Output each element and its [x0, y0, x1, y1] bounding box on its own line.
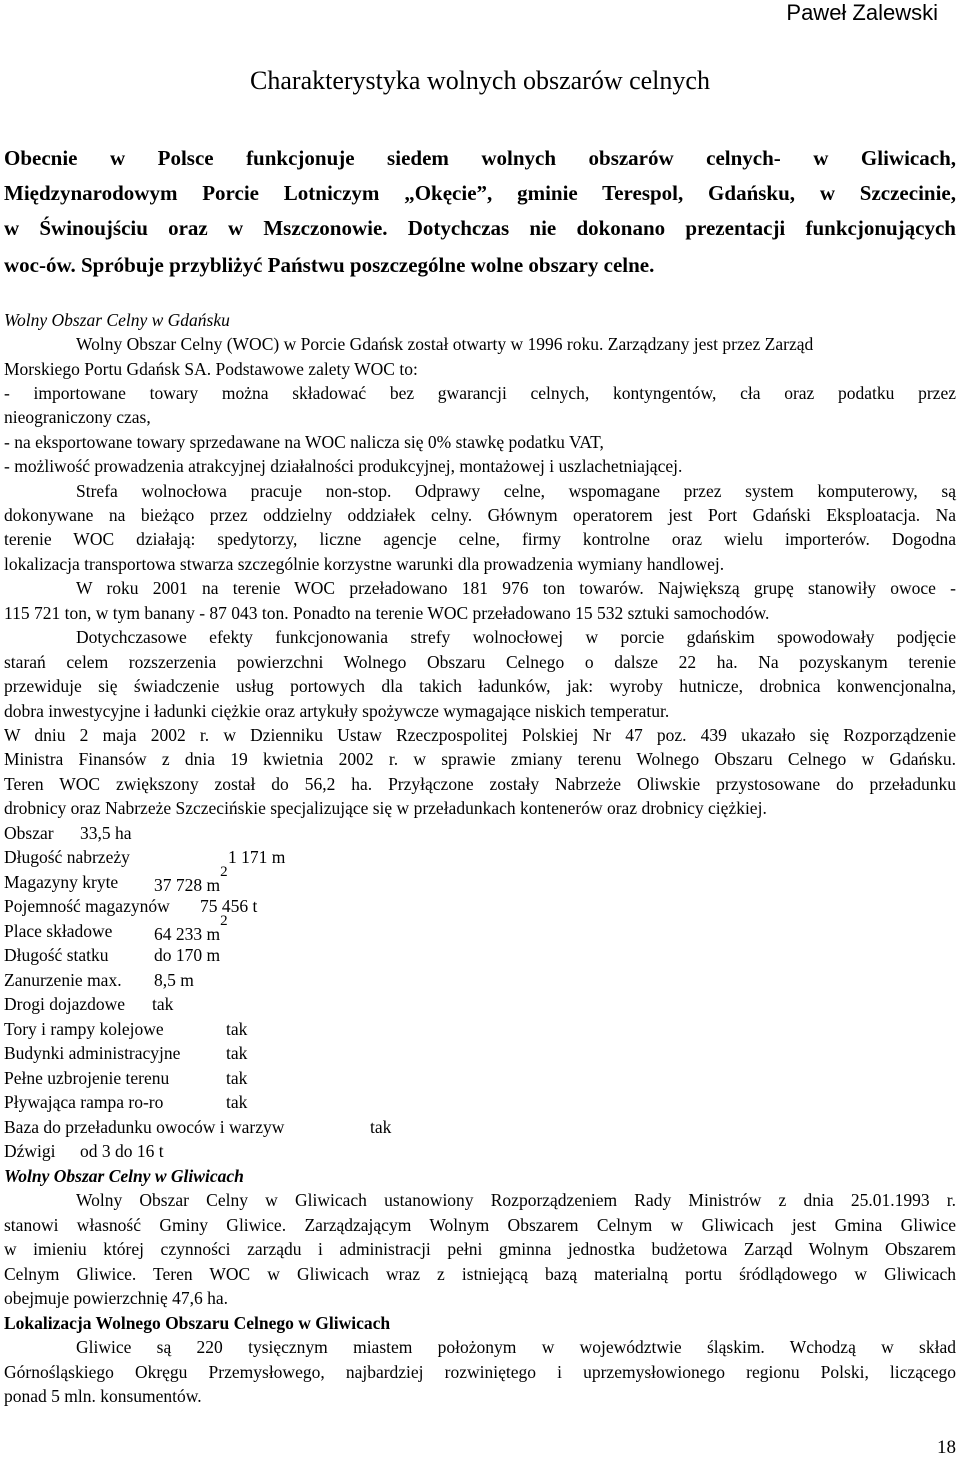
intro-line: Obecnie w Polsce funkcjonuje siedem wolnych obszarów celnych- w Gliwicach, [4, 146, 956, 170]
section-heading: Wolny Obszar Celny w Gdańsku [4, 310, 230, 330]
paragraph-line: - na eksportowane towary sprzedawane na WOC nalicza się 0% stawkę podatku VAT, [4, 432, 604, 452]
spec-value: tak [152, 994, 174, 1014]
spec-value: 1 171 m [228, 847, 286, 867]
spec-value: do 170 m [154, 945, 221, 965]
paragraph-line: Gliwice są 220 tysięcznym miastem położonym w województwie śląskim. Wchodzą w skład [76, 1337, 956, 1357]
superscript-2: 2 [220, 913, 228, 929]
spec-label: Pełne uzbrojenie terenu [4, 1068, 170, 1088]
spec-label: Obszar [4, 823, 54, 843]
paragraph-line: Dotychczasowe efekty funkcjonowania strefy wolnocłowej w porcie gdańskim spowodowały podjęcie [76, 627, 956, 647]
paragraph-line: - importowane towary można składować bez gwarancji celnych, kontyngentów, cła oraz podatku przez [4, 383, 956, 403]
intro-line: w Świnoujściu oraz w Mszczonowie. Dotychczas nie dokonano prezentacji funkcjonujących [4, 216, 956, 240]
paragraph-line: drobnicy oraz Nabrzeże Szczecińskie specjalizujące się w przeładunkach kontenerów oraz drobnicy ciężkiej. [4, 798, 767, 818]
spec-value: 8,5 m [154, 970, 194, 990]
spec-value-with-unit [154, 864, 228, 896]
paragraph-line: Teren WOC zwiększony został do 56,2 ha. Przyłączone zostały Nabrzeże Oliwskie przystosowane do przeładunku [4, 774, 956, 794]
spec-value: 64 233 m [154, 923, 221, 944]
paragraph-line: W dniu 2 maja 2002 r. w Dzienniku Ustaw Rzeczpospolitej Polskiej Nr 47 poz. 439 ukazało się Rozporządzenie [4, 725, 956, 745]
spec-label: Budynki administracyjne [4, 1043, 181, 1063]
spec-label: Tory i rampy kolejowe [4, 1019, 164, 1039]
paragraph-line: przewiduje się świadczenie usług portowych dla takich ładunków, jak: wyroby hutnicze, drobnica konwencjonalna, [4, 676, 956, 696]
spec-label: Długość nabrzeży [4, 847, 130, 867]
paragraph-line: dokonywane na bieżąco przez oddzielny oddziałek celny. Głównym operatorem jest Port Gdański Eksploatacja. Na [4, 505, 956, 525]
spec-value: 37 728 m [154, 874, 221, 895]
spec-label: Place składowe [4, 921, 113, 941]
spec-value: tak [226, 1092, 248, 1112]
paragraph-line: terenie WOC działają: spedytorzy, liczne agencje celne, firmy kontrolne oraz wielu importerów. Dogodna [4, 529, 956, 549]
spec-value: 33,5 ha [80, 823, 132, 843]
paragraph-line: Górnośląskiego Okręgu Przemysłowego, najbardziej rozwiniętego i uprzemysłowionego regionu Polski, liczącego [4, 1362, 956, 1382]
spec-label: Pływająca rampa ro-ro [4, 1092, 164, 1112]
paragraph-line: dobra inwestycyjne i ładunki ciężkie oraz artykuły spożywcze wymagające niskich temperatur. [4, 701, 670, 721]
paragraph-line: Morskiego Portu Gdańsk SA. Podstawowe zalety WOC to: [4, 359, 418, 379]
spec-value: tak [226, 1019, 248, 1039]
section-heading: Wolny Obszar Celny w Gliwicach [4, 1166, 244, 1186]
section-heading: Lokalizacja Wolnego Obszaru Celnego w Gliwicach [4, 1313, 391, 1333]
paragraph-line: stanowi własność Gminy Gliwice. Zarządzającym Wolnym Obszarem Celnym w Gliwicach jest Gmina Gliwice [4, 1215, 956, 1235]
spec-label: Magazyny kryte [4, 872, 119, 892]
spec-value: 75 456 t [200, 896, 258, 916]
paragraph-line: starań celem rozszerzenia powierzchni Wolnego Obszaru Celnego o dalsze 22 ha. Na pozyskanym terenie [4, 652, 956, 672]
author-name: Paweł Zalewski [786, 0, 938, 25]
intro-line: Międzynarodowym Porcie Lotniczym „Okęcie”, gminie Terespol, Gdańsku, w Szczecinie, [4, 181, 956, 205]
spec-label: Długość statku [4, 945, 109, 965]
spec-label: Pojemność magazynów [4, 896, 170, 916]
paragraph-line: nieograniczony czas, [4, 407, 151, 427]
page-title: Charakterystyka wolnych obszarów celnych [250, 66, 710, 95]
paragraph-line: Wolny Obszar Celny (WOC) w Porcie Gdańsk został otwarty w 1996 roku. Zarządzany jest przez Zarząd [76, 334, 814, 354]
page-number: 18 [937, 1437, 956, 1458]
paragraph-line: Strefa wolnocłowa pracuje non-stop. Odprawy celne, wspomagane przez system komputerowy, są [76, 481, 956, 501]
paragraph-line: Wolny Obszar Celny w Gliwicach ustanowiony Rozporządzeniem Rady Ministrów z dnia 25.01.1993 r. [76, 1190, 956, 1210]
intro-line: woc-ów. Spróbuje przybliżyć Państwu poszczególne wolne obszary celne. [4, 253, 655, 277]
spec-value: tak [226, 1068, 248, 1088]
spec-label: Baza do przeładunku owoców i warzyw [4, 1117, 285, 1137]
paragraph-line: obejmuje powierzchnię 47,6 ha. [4, 1288, 229, 1308]
spec-value: tak [370, 1117, 392, 1137]
paragraph-line: Ministra Finansów z dnia 19 kwietnia 2002 r. w sprawie zmiany terenu Wolnego Obszaru Celnego w Gdańsku. [4, 749, 956, 769]
paragraph-line: - możliwość prowadzenia atrakcyjnej działalności produkcyjnej, montażowej i uszlachetniającej. [4, 456, 683, 476]
paragraph-line: 115 721 ton, w tym banany - 87 043 ton. Ponadto na terenie WOC przeładowano 15 532 sztuki samochodów. [4, 603, 770, 623]
superscript-2: 2 [220, 864, 228, 880]
spec-label: Zanurzenie max. [4, 970, 122, 990]
spec-value-with-unit [154, 913, 228, 945]
spec-label: Dźwigi [4, 1141, 56, 1161]
spec-label: Drogi dojazdowe [4, 994, 126, 1014]
paragraph-line: ponad 5 mln. konsumentów. [4, 1386, 202, 1406]
paragraph-line: Celnym Gliwice. Teren WOC w Gliwicach wraz z istniejącą bazą materialną portu śródlądowego w Gliwicach [4, 1264, 956, 1284]
paragraph-line: W roku 2001 na terenie WOC przeładowano 181 976 ton towarów. Największą grupę stanowiły owoce - [76, 578, 956, 598]
spec-value: od 3 do 16 t [80, 1141, 164, 1161]
paragraph-line: lokalizacja transportowa stwarza szczególnie korzystne warunki dla prowadzenia wymiany handlowej. [4, 554, 725, 574]
spec-value: tak [226, 1043, 248, 1063]
paragraph-line: w imieniu której czynności zarządu i administracji pełni gminna jednostka budżetowa Zarząd Wolnym Obszarem [4, 1239, 956, 1259]
